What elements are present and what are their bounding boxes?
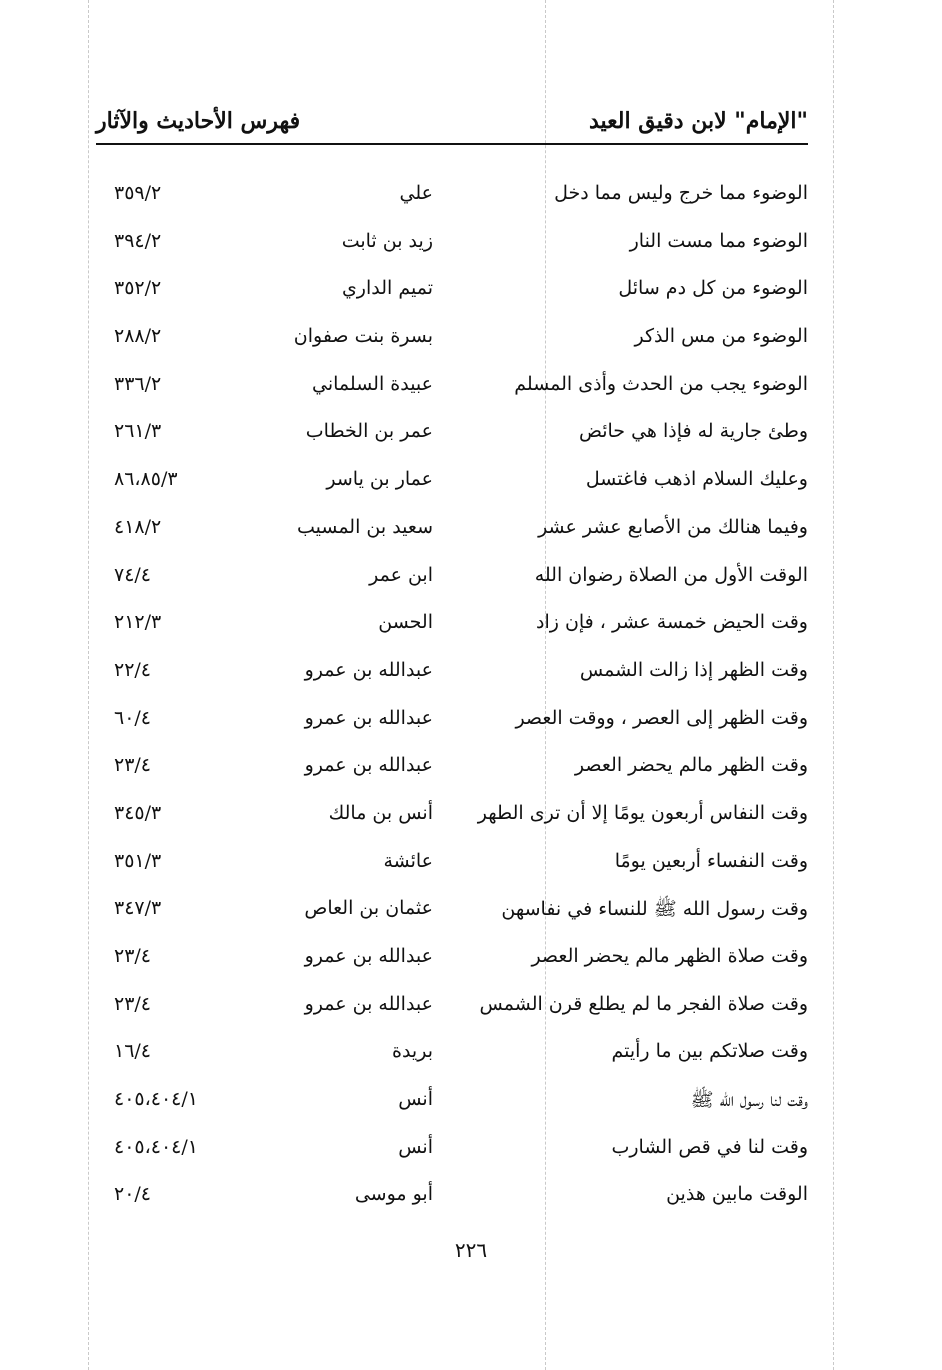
hadith-text: الوضوء من كل دم سائل [618, 277, 808, 300]
hadith-text: وقت صلاة الفجر ما لم يطلع قرن الشمس [479, 992, 808, 1015]
volume-page-ref: ٤٠٥،٤٠٤/١ [114, 1088, 198, 1111]
index-row [96, 410, 808, 458]
index-row [96, 506, 808, 554]
index-row [96, 697, 808, 745]
scan-guide-line [88, 0, 89, 1370]
narrator-name: أنس [398, 1088, 433, 1111]
index-row [96, 744, 808, 792]
scan-guide-line [833, 0, 834, 1370]
index-row [96, 458, 808, 506]
index-row [96, 649, 808, 697]
header-rule [96, 143, 808, 145]
volume-page-ref: ٤٠٥،٤٠٤/١ [114, 1135, 198, 1158]
narrator-name: عمار بن ياسر [326, 468, 433, 491]
hadith-text: وقت الحيض خمسة عشر ، فإن زاد [535, 611, 808, 634]
index-row [96, 363, 808, 411]
narrator-name: عبدالله بن عمرو [304, 992, 433, 1015]
hadith-text: وقت الظهر إذا زالت الشمس [579, 658, 808, 681]
volume-page-ref: ٣٥١/٣ [114, 849, 162, 872]
hadith-text: وقت صلاة الظهر مالم يحضر العصر [531, 945, 808, 967]
volume-page-ref: ٢٦١/٣ [114, 420, 162, 443]
volume-page-ref: ٤١٨/٢ [114, 515, 162, 538]
volume-page-ref: ٣٤٧/٣ [114, 897, 162, 920]
volume-page-ref: ٣٩٤/٢ [114, 229, 162, 252]
volume-page-ref: ١٦/٤ [114, 1040, 152, 1063]
index-row [96, 1030, 808, 1078]
narrator-name: عثمان بن العاص [304, 897, 433, 920]
narrator-name: أنس [398, 1135, 433, 1158]
index-row [96, 983, 808, 1031]
hadith-text: وقت النفاس أربعون يومًا إلا أن ترى الطهر [477, 801, 808, 824]
volume-page-ref: ٢٣/٤ [114, 754, 152, 777]
hadith-text: الوضوء من مس الذكر [634, 325, 808, 348]
narrator-name: عبدالله بن عمرو [304, 658, 433, 681]
index-list [96, 172, 808, 1221]
hadith-text: وقت رسول الله ﷺ للنساء في نفاسهن [501, 898, 808, 921]
index-row [96, 840, 808, 888]
narrator-name: عبدالله بن عمرو [304, 754, 433, 777]
narrator-name: سعيد بن المسيب [296, 515, 433, 538]
index-row [96, 601, 808, 649]
index-row [96, 267, 808, 315]
index-row [96, 172, 808, 220]
narrator-name: عبيدة السلماني [312, 372, 433, 395]
volume-page-ref: ٢٠/٤ [114, 1183, 152, 1206]
hadith-text: الوضوء مما خرج وليس مما دخل [554, 182, 808, 204]
narrator-name: أنس بن مالك [328, 801, 433, 824]
index-row [96, 1126, 808, 1174]
narrator-name: بريدة [392, 1040, 433, 1063]
hadith-text: وقت الظهر إلى العصر ، ووقت العصر [515, 706, 808, 729]
hadith-text: الوقت مابين هذين [666, 1183, 808, 1206]
volume-page-ref: ٣٥٢/٢ [114, 277, 162, 300]
narrator-name: ابن عمر [369, 563, 433, 586]
index-row [96, 315, 808, 363]
narrator-name: عائشة [383, 849, 433, 872]
volume-page-ref: ٣٤٥/٣ [114, 801, 162, 824]
narrator-name: تميم الداري [341, 277, 433, 300]
narrator-name: بسرة بنت صفوان [293, 325, 433, 348]
section-title: فهرس الأحاديث والآثار [96, 108, 301, 134]
hadith-text: وقت صلاتكم بين ما رأيتم [611, 1040, 808, 1063]
volume-page-ref: ٢١٢/٣ [114, 611, 162, 634]
hadith-text: وقت لنا في قص الشارب [611, 1135, 808, 1158]
narrator-name: عمر بن الخطاب [305, 420, 433, 443]
narrator-name: علي [399, 182, 433, 204]
narrator-name: عبدالله بن عمرو [304, 945, 433, 967]
narrator-name: الحسن [378, 611, 433, 634]
hadith-text: الوقت الأول من الصلاة رضوان الله [534, 563, 808, 586]
volume-page-ref: ٣٣٦/٢ [114, 372, 162, 395]
hadith-text: وقت لنا رسول الله ﷺ [690, 1089, 808, 1112]
index-row [96, 792, 808, 840]
volume-page-ref: ٣٥٩/٢ [114, 182, 162, 204]
volume-page-ref: ٨٦،٨٥/٣ [114, 468, 178, 491]
volume-page-ref: ٢٢/٤ [114, 658, 152, 681]
index-row [96, 887, 808, 935]
narrator-name: زيد بن ثابت [341, 229, 433, 252]
index-row [96, 554, 808, 602]
hadith-text: الوضوء مما مست النار [629, 229, 808, 252]
narrator-name: عبدالله بن عمرو [304, 706, 433, 729]
hadith-text: وعليك السلام اذهب فاغتسل [585, 468, 808, 491]
volume-page-ref: ٢٣/٤ [114, 992, 152, 1015]
page-header [96, 108, 808, 144]
index-row [96, 935, 808, 983]
volume-page-ref: ٢٨٨/٢ [114, 325, 162, 348]
narrator-name: أبو موسى [354, 1183, 433, 1206]
volume-page-ref: ٦٠/٤ [114, 706, 152, 729]
index-row [96, 220, 808, 268]
book-title: "الإمام" لابن دقيق العيد [588, 108, 808, 134]
hadith-text: وقت النفساء أربعين يومًا [614, 849, 808, 872]
volume-page-ref: ٢٣/٤ [114, 945, 152, 967]
page-number: ٢٢٦ [454, 1238, 488, 1262]
hadith-text: وطئ جارية له فإذا هي حائض [578, 420, 808, 443]
hadith-text: وفيما هنالك من الأصابع عشر عشر [538, 515, 808, 538]
volume-page-ref: ٧٤/٤ [114, 563, 152, 586]
hadith-text: وقت الظهر مالم يحضر العصر [574, 754, 808, 777]
index-row [96, 1078, 808, 1126]
hadith-text: الوضوء يجب من الحدث وأذى المسلم [514, 372, 808, 395]
index-row [96, 1173, 808, 1221]
